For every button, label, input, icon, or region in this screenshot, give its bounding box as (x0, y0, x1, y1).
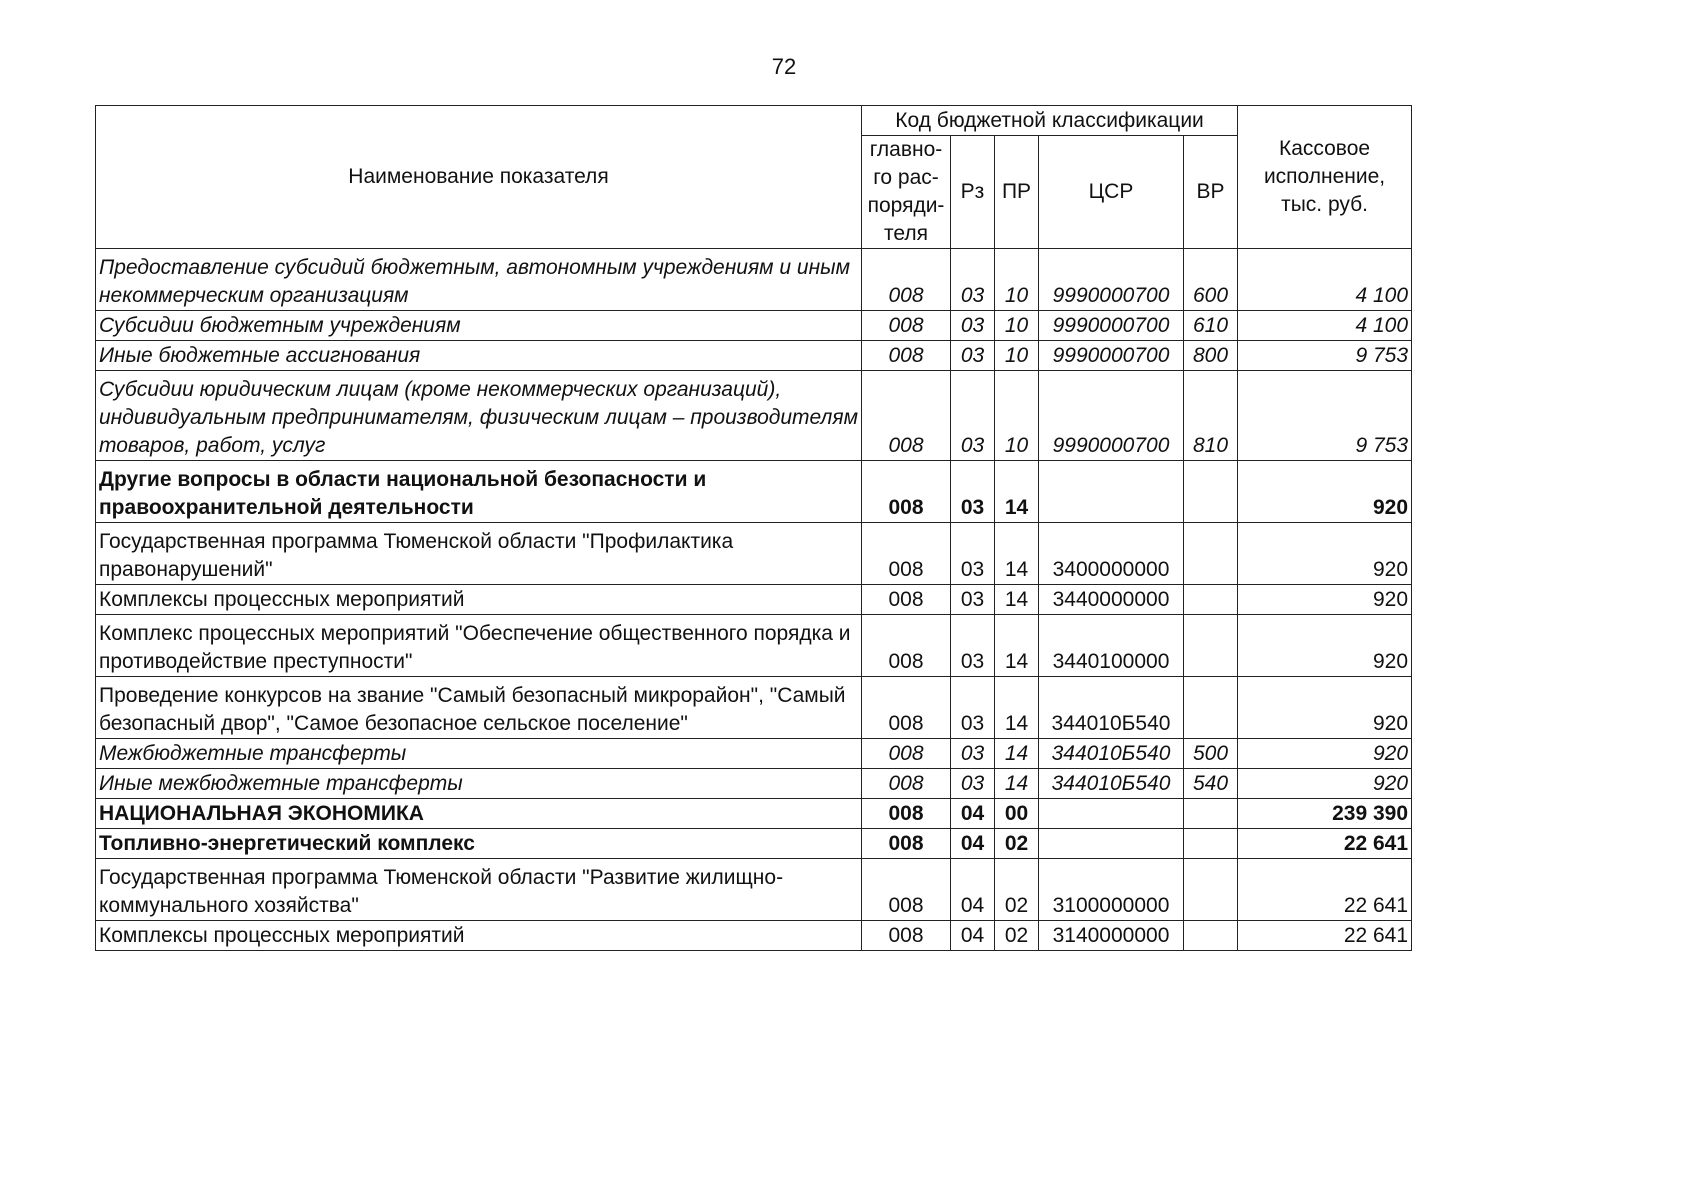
cell-name: Межбюджетные трансферты (96, 739, 862, 769)
cell-vr (1184, 829, 1238, 859)
cell-amount: 920 (1238, 769, 1412, 799)
cell-amount: 22 641 (1238, 859, 1412, 921)
cell-name: Другие вопросы в области национальной безопасности и правоохранительной деятельности (96, 461, 862, 523)
table-row (96, 739, 1412, 769)
cell-name: Субсидии юридическим лицам (кроме некоммерческих организаций), индивидуальным предпринимателям, физическим лицам – производителям товаров, работ, услуг (96, 371, 862, 461)
cell-rz: 03 (951, 249, 995, 311)
cell-vr: 610 (1184, 311, 1238, 341)
page-number: 72 (771, 54, 797, 79)
cell-rz: 03 (951, 585, 995, 615)
cell-vr (1184, 523, 1238, 585)
cell-gr: 008 (862, 311, 951, 341)
cell-amount: 4 100 (1238, 249, 1412, 311)
cell-amount: 22 641 (1238, 921, 1412, 951)
table-header (96, 106, 1412, 249)
cell-vr (1184, 677, 1238, 739)
cell-rz: 04 (951, 859, 995, 921)
cell-name: Иные межбюджетные трансферты (96, 769, 862, 799)
table-row (96, 523, 1412, 585)
cell-vr (1184, 585, 1238, 615)
cell-rz: 04 (951, 921, 995, 951)
cell-gr: 008 (862, 461, 951, 523)
cell-amount: 920 (1238, 585, 1412, 615)
cell-vr (1184, 859, 1238, 921)
cell-amount: 920 (1238, 615, 1412, 677)
header-amount (1238, 106, 1412, 249)
cell-pr: 14 (995, 461, 1039, 523)
cell-amount: 920 (1238, 739, 1412, 769)
cell-amount: 9 753 (1238, 371, 1412, 461)
header-gr-line: поряди- (867, 194, 945, 217)
cell-name: Предоставление субсидий бюджетным, автономным учреждениям и иным некоммерческим организациям (96, 249, 862, 311)
cell-csr (1039, 461, 1184, 523)
table-row (96, 615, 1412, 677)
cell-csr: 3140000000 (1039, 921, 1184, 951)
cell-rz: 04 (951, 829, 995, 859)
cell-amount: 920 (1238, 461, 1412, 523)
cell-name: Комплексы процессных мероприятий (96, 921, 862, 951)
cell-gr: 008 (862, 615, 951, 677)
header-name: Наименование показателя (96, 106, 862, 249)
cell-vr (1184, 799, 1238, 829)
cell-gr: 008 (862, 249, 951, 311)
cell-name: Комплекс процессных мероприятий "Обеспечение общественного порядка и противодействие преступности" (96, 615, 862, 677)
cell-rz: 03 (951, 311, 995, 341)
header-gr-line: теля (884, 222, 928, 245)
cell-name: НАЦИОНАЛЬНАЯ ЭКОНОМИКА (96, 799, 862, 829)
header-amount-line: Кассовое (1278, 137, 1371, 160)
cell-pr: 02 (995, 921, 1039, 951)
cell-amount: 920 (1238, 677, 1412, 739)
cell-name: Проведение конкурсов на звание "Самый безопасный микрорайон", "Самый безопасный двор", "Самое безопасное сельское поселение" (96, 677, 862, 739)
cell-gr: 008 (862, 921, 951, 951)
cell-amount: 239 390 (1238, 799, 1412, 829)
cell-vr: 810 (1184, 371, 1238, 461)
table-row (96, 859, 1412, 921)
cell-gr: 008 (862, 829, 951, 859)
header-vr: ВР (1184, 136, 1238, 249)
table-row (96, 829, 1412, 859)
cell-pr: 14 (995, 769, 1039, 799)
cell-rz: 03 (951, 461, 995, 523)
table-row (96, 799, 1412, 829)
cell-pr: 14 (995, 615, 1039, 677)
cell-csr: 3100000000 (1039, 859, 1184, 921)
cell-rz: 03 (951, 615, 995, 677)
cell-csr: 344010Б540 (1039, 769, 1184, 799)
cell-gr: 008 (862, 341, 951, 371)
cell-gr: 008 (862, 523, 951, 585)
cell-csr: 9990000700 (1039, 249, 1184, 311)
cell-gr: 008 (862, 769, 951, 799)
cell-pr: 10 (995, 311, 1039, 341)
table-row (96, 371, 1412, 461)
cell-rz: 03 (951, 739, 995, 769)
cell-csr (1039, 829, 1184, 859)
cell-vr (1184, 615, 1238, 677)
cell-name: Топливно-энергетический комплекс (96, 829, 862, 859)
table-row (96, 677, 1412, 739)
table-row (96, 921, 1412, 951)
cell-pr: 14 (995, 739, 1039, 769)
cell-csr: 3440000000 (1039, 585, 1184, 615)
cell-gr: 008 (862, 799, 951, 829)
cell-rz: 03 (951, 677, 995, 739)
cell-amount: 4 100 (1238, 311, 1412, 341)
cell-csr: 9990000700 (1039, 341, 1184, 371)
cell-amount: 920 (1238, 523, 1412, 585)
cell-vr: 540 (1184, 769, 1238, 799)
header-csr: ЦСР (1039, 136, 1184, 249)
header-amount-line: исполнение, (1263, 165, 1386, 188)
cell-gr: 008 (862, 677, 951, 739)
header-gr (862, 136, 951, 249)
header-rz: Рз (951, 136, 995, 249)
cell-pr: 14 (995, 585, 1039, 615)
cell-pr: 10 (995, 371, 1039, 461)
cell-csr: 344010Б540 (1039, 739, 1184, 769)
cell-amount: 9 753 (1238, 341, 1412, 371)
cell-csr: 9990000700 (1039, 371, 1184, 461)
cell-amount: 22 641 (1238, 829, 1412, 859)
header-amount-line: тыс. руб. (1281, 193, 1369, 216)
table-row (96, 769, 1412, 799)
cell-vr: 500 (1184, 739, 1238, 769)
cell-vr (1184, 461, 1238, 523)
table-row (96, 461, 1412, 523)
cell-gr: 008 (862, 859, 951, 921)
cell-csr: 344010Б540 (1039, 677, 1184, 739)
cell-vr (1184, 921, 1238, 951)
cell-vr: 600 (1184, 249, 1238, 311)
cell-name: Иные бюджетные ассигнования (96, 341, 862, 371)
cell-name: Государственная программа Тюменской области "Профилактика правонарушений" (96, 523, 862, 585)
header-code-group: Код бюджетной классификации (862, 106, 1238, 136)
cell-gr: 008 (862, 585, 951, 615)
table-row (96, 341, 1412, 371)
cell-rz: 03 (951, 371, 995, 461)
cell-name: Комплексы процессных мероприятий (96, 585, 862, 615)
cell-name: Субсидии бюджетным учреждениям (96, 311, 862, 341)
cell-pr: 14 (995, 677, 1039, 739)
cell-pr: 00 (995, 799, 1039, 829)
cell-csr: 3440100000 (1039, 615, 1184, 677)
cell-csr (1039, 799, 1184, 829)
cell-pr: 02 (995, 859, 1039, 921)
header-pr: ПР (995, 136, 1039, 249)
cell-rz: 03 (951, 341, 995, 371)
cell-vr: 800 (1184, 341, 1238, 371)
header-gr-line: главно- (869, 138, 943, 161)
header-gr-line: го рас- (873, 166, 939, 189)
budget-execution-table (95, 105, 1412, 951)
cell-rz: 04 (951, 799, 995, 829)
table-row (96, 311, 1412, 341)
cell-pr: 10 (995, 249, 1039, 311)
cell-rz: 03 (951, 769, 995, 799)
table-body (96, 249, 1412, 951)
cell-name: Государственная программа Тюменской области "Развитие жилищно-коммунального хозяйства" (96, 859, 862, 921)
table-row (96, 249, 1412, 311)
cell-gr: 008 (862, 739, 951, 769)
cell-pr: 10 (995, 341, 1039, 371)
cell-csr: 9990000700 (1039, 311, 1184, 341)
cell-pr: 02 (995, 829, 1039, 859)
cell-rz: 03 (951, 523, 995, 585)
cell-gr: 008 (862, 371, 951, 461)
cell-csr: 3400000000 (1039, 523, 1184, 585)
cell-pr: 14 (995, 523, 1039, 585)
table-row (96, 585, 1412, 615)
